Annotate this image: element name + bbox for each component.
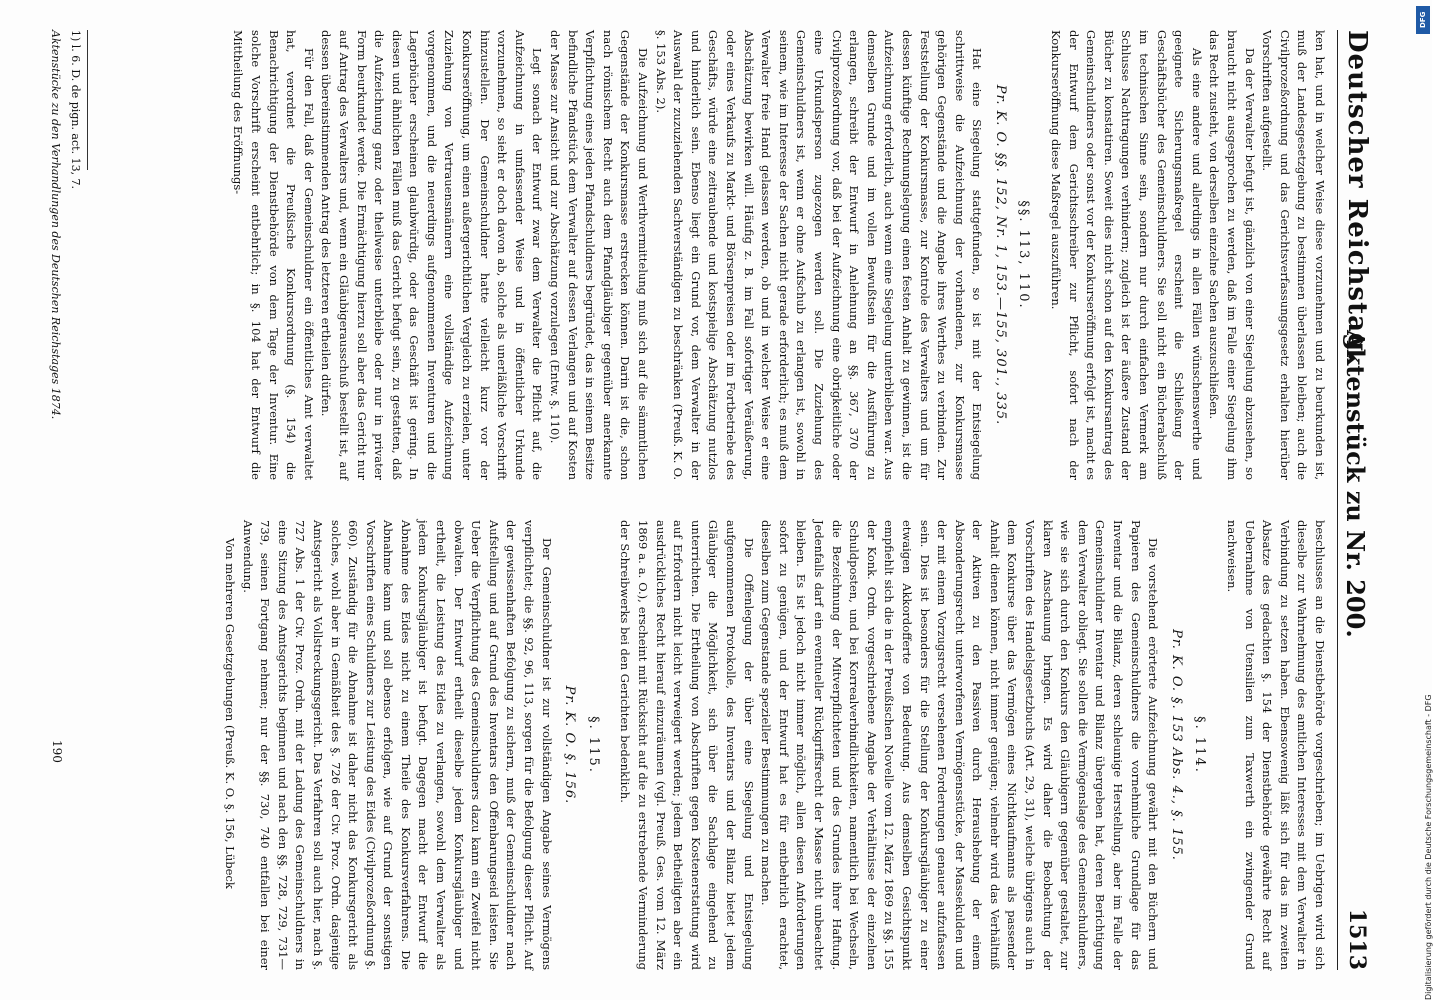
digitization-notice: Digitalisierung gefördert durch die Deutsche Forschungsgemeinschaft - DFG [1424, 694, 1433, 1000]
section-heading: §. 114. [1192, 716, 1208, 774]
page-header [1337, 30, 1378, 970]
page-subtitle: Aktenstück zu Nr. 200. [1341, 330, 1370, 638]
footnote: 1) l. 6. D. de pign. act. 13, 7. [69, 30, 82, 190]
paragraph: Die vorstehend erörterte Aufzeichnung gewährt mit den Büchern und Papieren des Gemeinschuldners die vornehmliche Grundlage für das Inventar und die Bilanz, deren schleunige Herstellung, aber im Falle der Gemeinschuldner Inventar und Bilanz übergeben hat, deren Berichtigung dem Verwalter obliegt. Sie sollen die Vermögenslage des Gemeinschuldners, wie sie sich durch den Konkurs den Gläubigern gegenüber gestaltet, zur klaren Anschauung bringen. Es wird daher die Beobachtung der Vorschriften des Handelsgesetzbuchs (Art. 29, 31), welche übrigens auch in dem Konkurse über das Vermögen eines Nichtkaufmanns als passender Anhalt dienen können, nicht immer genügen; vielmehr wird das Verhältniß der Aktiven zu den Passiven durch Heraushebung der einem Absonderungsrecht unterworfenen Vermögensstücke, der Massekulden und der mit einem Vorzugsrecht versehenen Forderungen genauer aufzufassen sein. Dies ist besonders für die Stellung der Konkursgläubiger zu einer etwaigen Akkordofferte von Bedeutung. Aus demselben Gesichtspunkt empfiehlt sich die in der Preußischen Novelle vom 12. März 1869 zu §§. 155 der Konk. Ordn. vorgeschriebene Angabe der Verhältnisse der einzelnen Schuldposten, und bei Korrealverbindlichkeiten, namentlich bei Wechseln, die Bezeichnung der Mitverpflichteten und des Grundes ihrer Haftung. Jedenfalls darf ein eventueller Rückgriffsrecht der Masse nicht unbeachtet bleiben. Es ist jedoch nicht immer möglich, allen diesen Anforderungen sofort zu genügen, und der Entwurf hat es für entbehrlich erachtet, dieselben zum Gegenstande spezieller Bestimmungen zu machen. [759, 520, 1161, 970]
paragraph: Legt sonach der Entwurf zwar dem Verwalter die Pflicht auf, die Aufzeichnung in umfassender Weise und in öffentlicher Urkunde vorzunehmen, so sieht er doch davon ab, solche als unerläßliche Vorschrift hinzustellen. Der Gemeinschuldner hatte vielleicht kurz vor der Konkurseröffnung, um einen außergerichtlichen Vergleich zu erzielen, unter Zuziehung von Vertrauensmännern eine vollständige Aufzeichnung vorgenommen, und die neuerdings aufgenommenen Inventuren und die Lagerbücher erscheinen glaubwürdig, oder das Geschäft ist gering. In diesen und ähnlichen Fällen muß das Gericht befugt sein, zu gestatten, daß die Aufzeichnung ganz oder theilweise unterbleibe oder nur in privater Form beurkundet werde. Die Ermächtigung hierzu soll aber das Gericht nur auf Antrag des Verwalters und, wenn ein Gläubigerausschuß bestellt ist, auf dessen übereinstimmenden Antrag des letzteren ertheilen dürfen. [319, 30, 545, 480]
left-column [229, 30, 1328, 480]
section-reference: Pr. K. O. §§. 152, Nr. 1, 153.—155, 301., 335. [992, 84, 1008, 426]
section-reference: Pr. K. O. §. 156. [562, 685, 578, 805]
right-column [220, 520, 1328, 970]
page-number: 1513 [1344, 908, 1370, 970]
page-title: Deutscher Reichstag. [1342, 30, 1372, 363]
paragraph: Die Aufzeichnung und Werthvermittelung muß sich auf die sämmtlichen Gegenstände der Konkursmasse erstrecken können. Darin ist die, schon nach römischem Recht auch dem Pfandgläubiger gegenüber anerkannte Verpflichtung eines jeden Pfandschuldners begründet, das in seinem Besitze befindliche Pfandstück dem Verwalter auf dessen Verlangen und auf Kosten der Masse zur Ansicht und zur Abschätzung vorzulegen (Entw. §. 110). [548, 30, 651, 480]
footnote-divider [87, 30, 88, 170]
paragraph: Für den Fall, daß der Gemeinschuldner ein öffentliches Amt verwaltet hat, verordnet die Preußische Konkursordnung (§. 154) die Benachrichtigung der Dienstbehörde von dem Tage der Inventur. Eine solche Vorschrift erscheint entbehrlich; in §. 104 hat der Entwurf die Mittheilung des Eröffnungs- [231, 30, 316, 480]
paragraph: Als eine andere und allerdings in allen Fällen wünschenswerthe und geeignete Sicherungsmaßregel erscheint die Schließung der Geschäftsbücher des Gemeinschuldners. Sie soll nicht ein Bücherabschluß im technischen Sinne sein, sondern nur durch einfachen Vermerk am Schlusse Nachtragungen verhindern; zugleich ist der äußere Zustand der Bücher zu konstatiren. Soweit dies nicht schon auf den Konkursantrag des Gemeinschuldners oder sonst vor der Konkurseröffnung erfolgt ist, macht es der Entwurf dem Gerichtsschreiber zur Pflicht, sofort nach der Konkurseröffnung diese Maßregel auszuführen. [1049, 30, 1204, 480]
section-heading: §. 115. [585, 716, 601, 774]
paragraph: Von mehreren Gesetzgebungen (Preuß. K. O. §. 156, Lübeck [222, 538, 237, 889]
paragraph: ken hat, und in welcher Weise diese vorzunehmen und zu beurkunden ist, muß der Landesgesetzgebung zu bestimmen überlassen bleiben; auch die Civilprozeßordnung und das Gerichtsverfassungsgesetz erhalten hierüber Vorschriften aufgestellt. [1260, 30, 1327, 480]
paragraph: Da der Verwalter befugt ist, gänzlich von einer Siegelung abzusehen, so braucht nicht ausgesprochen zu werden, daß im Falle einer Siegelung ihm das Recht zusteht, von derselben einzelne Sachen auszuschließen. [1207, 30, 1257, 480]
paragraph: Der Gemeinschuldner ist zur vollständigen Angabe seines Vermögens verpflichtet; die §§. 92, 96, 113, sorgen für die Befolgung dieser Pflicht. Auf der gewissenhaften Befolgung zu sichern, muß der Gemeinschuldner nach Aufstellung und auf Grund des Inventars den Offenbarungseid leisten. Sie Ueber die Verpflichtung des Gemeinschuldners dazu kann ein Zweifel nicht obwalten. Der Entwurf ertheilt dieselbe jedem Konkursgläubiger und ertheilt, die Leistung des Eides zu verlangen, sowohl dem Verwalter als jedem Konkursgläubiger ist befugt. Dagegen macht der Entwurf die Abnahme des Eides nicht zu einem Theile des Konkursverfahrens. Die Abnahme kann und soll ebenso erfolgen, wie auf Grund der sonstigen Vorschriften eines Schuldners zur Leistung des Eides (Civilprozeßordnung §. 660). Zuständig für die Abnahme ist daher nicht das Konkursgericht als solches, wohl aber in Gemäßheit des §. 726 der Civ. Proz. Ordn. dasjenige Amtsgericht als Vollstreckungsgericht. Das Verfahren soll auch hier, nach §. 727 Abs. 1 der Civ. Proz. Ordn. mit der Ladung des Gemeinschuldners in eine Sitzung des Amtsgerichts beginnen und nach den §§. 728, 729, 731—739, seinen Fortgang nehmen; nur der §§. 730, 740 entfallen bei einer Anwendung. [240, 520, 554, 970]
section-heading: §§. 113, 110. [1016, 200, 1032, 310]
dfg-logo: DFG [1416, 6, 1430, 34]
sheet-number: 190 [50, 740, 64, 763]
publication-line: Aktenstücke zu den Verhandlungen des Deutschen Reichstages 1874. [49, 30, 62, 420]
paragraph: Hat eine Siegelung stattgefunden, so ist mit der Entsiegelung schrittweise die Aufzeichnung der vorhandenen, zur Konkursmasse gehörigen Gegenstände und die Angabe ihres Werthes zu verbinden. Zur Feststellung der Konkursmasse, zur Kontrole des Verwalters und um für dessen künftige Rechnungslegung einen festen Anhalt zu gewinnen, ist die Aufzeichnung erforderlich, auch wenn eine Siegelung unterblieben war. Aus demselben Grunde und im vollen Bewußtsein für die Ausführung zu erlangen, schreibt der Entwurf in Anlehnung an §§. 367, 370 der Civilprozeßordnung vor, daß bei der Aufzeichnung eine obrigkeitliche oder eine Urkundsperson zugezogen werden soll. Die Zuziehung des Gemeinschuldners ist, wenn er ohne Aufschub zu erlangen ist, sowohl in seinem, wie im Interesse der Sachen nicht gerade erforderlich; es muß dem Verwalter freie Hand gelassen werden, ob und in welcher Weise er eine Abschätzung bewirken will. Häufig z. B. im Fall sofortiger Veräußerung, oder eines Verkaufs zu Markt- und Börsenpreisen oder im Fortbetriebe des Geschäfts, würde eine zeitraubende und kostspielige Abschätzung nutzlos und hinderlich sein. Ebenso liegt ein Grund vor, dem Verwalter in der Auswahl der zuzuziehenden Sachverständigen zu beschränken (Preuß. K. O. §. 153 Abs. 2). [653, 30, 985, 480]
paragraph: beschlusses an die Dienstbehörde vorgeschrieben; im Uebrigen wird sich dieselbe zur Wahrnehmung des amtlichen Interesses mit dem Verwalter in Verbindung zu setzen haben. Ebensowenig läßt sich für das im zweiten Absatze des gedachten §. 154 der Dienstbehörde gewährte Recht auf Uebernahme von Utensilien zum Taxwerth ein zwingender Grund nachweisen. [1225, 520, 1327, 970]
paragraph: Die Offenlegung der über eine Siegelung und Entsiegelung aufgenommenen Protokolle, des Inventars und der Bilanz bietet jedem Gläubiger die Möglichkeit, sich über die Sachlage eingehend zu unterrichten. Die Ertheilung von Abschriften gegen Kostenerstattung wird auf Erfordern nicht leicht verweigert werden; jedem Betheiligten aber ein ausdrückliches Recht hierauf einzuräumen (vgl. Preuß. Ges. vom 12. März 1869 a. a. O.), erscheint mit Rücksicht auf die zu erstrebende Verminderung der Schreibwerks bei den Gerichten bedenklich. [618, 520, 756, 970]
section-reference: Pr. K. O. §. 153 Abs. 4., §. 155. [1168, 629, 1184, 861]
